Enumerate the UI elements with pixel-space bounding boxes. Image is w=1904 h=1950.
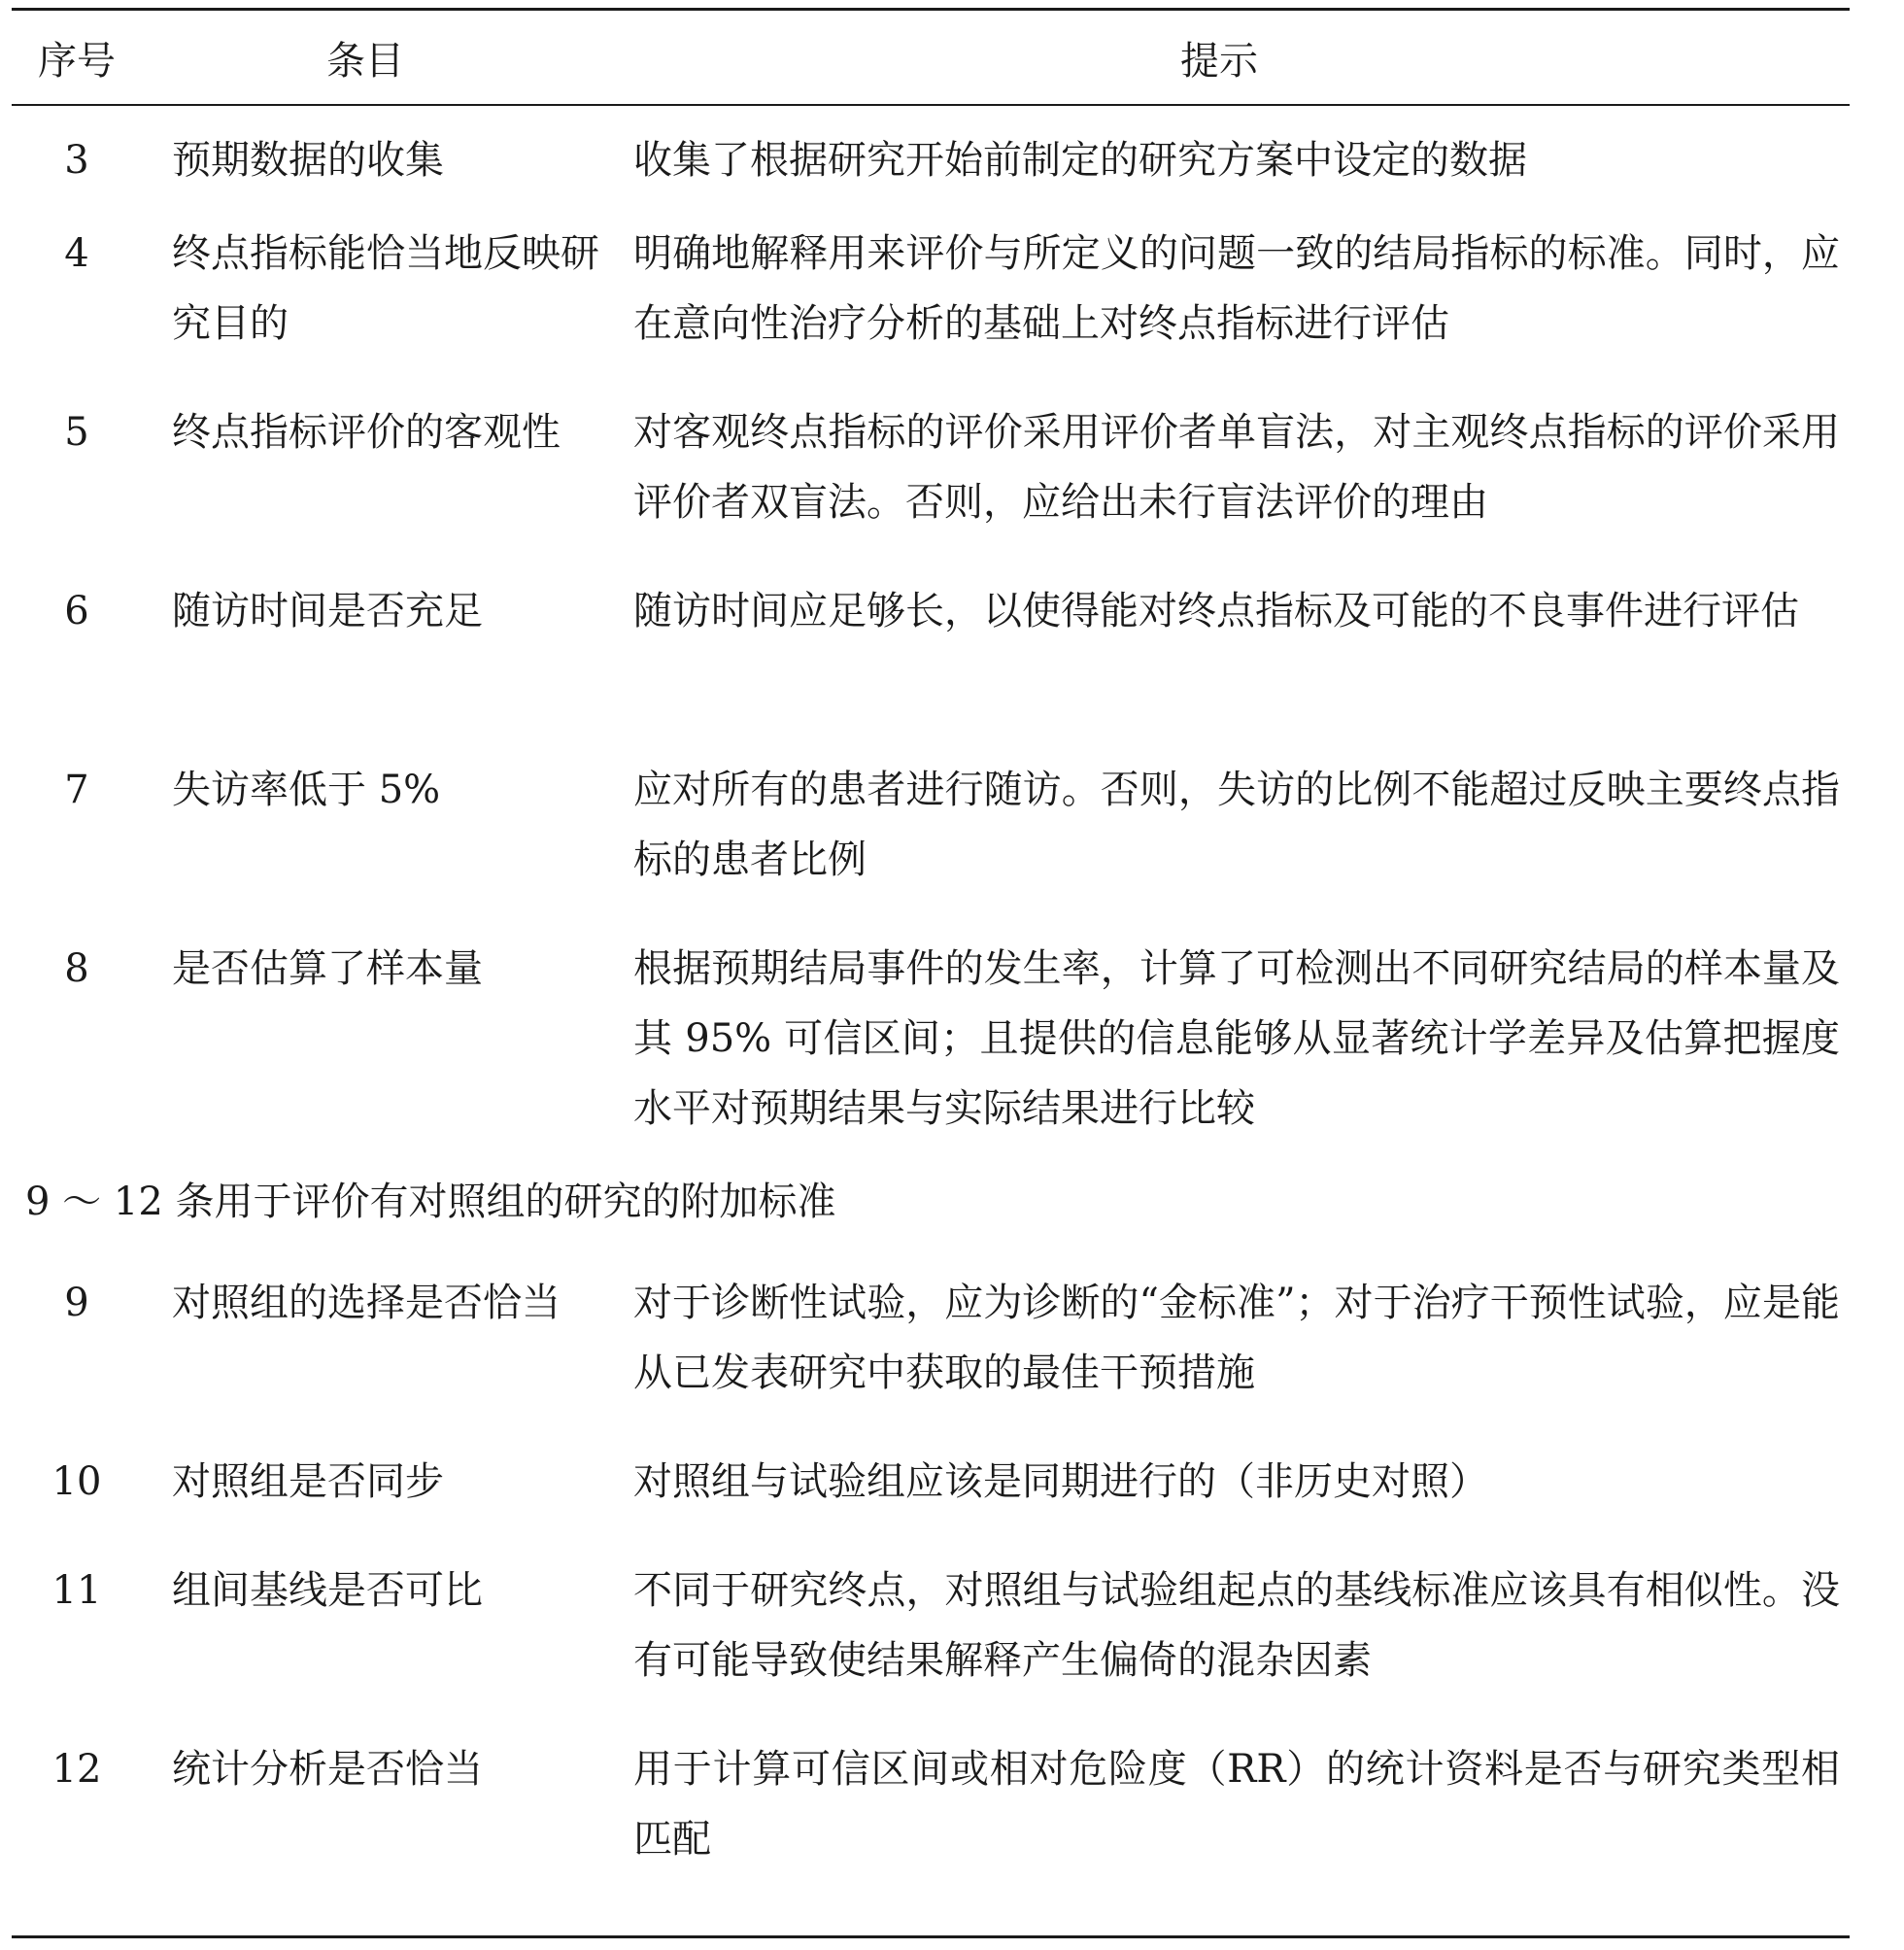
row-no: 11	[51, 1568, 102, 1613]
table-row	[12, 219, 1850, 397]
table-row	[12, 1268, 1850, 1447]
row-hint: 对照组与试验组应该是同期进行的（非历史对照）	[633, 1459, 1488, 1504]
row-hint: 根据预期结局事件的发生率，计算了可检测出不同研究结局的样本量及其 95% 可信区间；且提供的信息能够从显著统计学差异及估算把握度水平对预期结果与实际结果进行比较	[633, 946, 1840, 1131]
row-hint: 应对所有的患者进行随访。否则，失访的比例不能超过反映主要终点指标的患者比例	[633, 768, 1840, 882]
table-row	[12, 397, 1850, 576]
row-no: 4	[64, 231, 89, 276]
row-item: 对照组的选择是否恰当	[172, 1281, 561, 1325]
row-hint: 对客观终点指标的评价采用评价者单盲法，对主观终点指标的评价采用评价者双盲法。否则，应给出未行盲法评价的理由	[633, 410, 1840, 525]
row-hint: 明确地解释用来评价与所定义的问题一致的结局指标的标准。同时，应在意向性治疗分析的基础上对终点指标进行评估	[633, 231, 1840, 346]
table-header	[12, 11, 1850, 104]
row-no: 9	[64, 1281, 89, 1325]
row-no: 5	[64, 410, 89, 455]
table-row	[12, 576, 1850, 755]
row-item: 组间基线是否可比	[172, 1568, 483, 1613]
header-item: 条目	[326, 38, 404, 84]
row-item: 预期数据的收集	[172, 138, 444, 183]
row-hint: 对于诊断性试验，应为诊断的“金标准”；对于治疗干预性试验，应是能从已发表研究中获取的最佳干预措施	[633, 1281, 1840, 1395]
table-row	[12, 934, 1850, 1147]
header-hint: 提示	[1180, 38, 1258, 84]
row-hint: 用于计算可信区间或相对危险度（RR）的统计资料是否与研究类型相匹配	[633, 1747, 1840, 1862]
row-hint: 收集了根据研究开始前制定的研究方案中设定的数据	[633, 138, 1527, 183]
table-row	[12, 755, 1850, 934]
row-no: 12	[51, 1747, 102, 1792]
row-item: 终点指标能恰当地反映研究目的	[172, 231, 599, 346]
row-no: 6	[64, 589, 89, 633]
row-item: 失访率低于 5%	[172, 768, 441, 812]
row-hint: 随访时间应足够长，以使得能对终点指标及可能的不良事件进行评估	[633, 589, 1799, 633]
row-no: 3	[64, 138, 89, 183]
criteria-table	[12, 8, 1850, 1861]
row-no: 10	[51, 1459, 102, 1504]
table-bottom-rule	[12, 1935, 1850, 1938]
header-no: 序号	[38, 38, 116, 84]
row-no: 7	[64, 768, 89, 812]
section-label: 9 ～ 12 条用于评价有对照组的研究的附加标准	[25, 1180, 836, 1224]
row-item: 随访时间是否充足	[172, 589, 483, 633]
table-row	[12, 1447, 1850, 1556]
row-item: 终点指标评价的客观性	[172, 410, 561, 455]
table-header-rule	[12, 104, 1850, 106]
row-item: 统计分析是否恰当	[172, 1747, 483, 1792]
row-item: 是否估算了样本量	[172, 946, 483, 991]
table-row	[12, 125, 1850, 219]
table-row	[12, 1556, 1850, 1734]
table-row	[12, 1734, 1850, 1861]
row-hint: 不同于研究终点，对照组与试验组起点的基线标准应该具有相似性。没有可能导致使结果解释产生偏倚的混杂因素	[633, 1568, 1840, 1683]
row-item: 对照组是否同步	[172, 1459, 444, 1504]
row-no: 8	[64, 946, 89, 991]
